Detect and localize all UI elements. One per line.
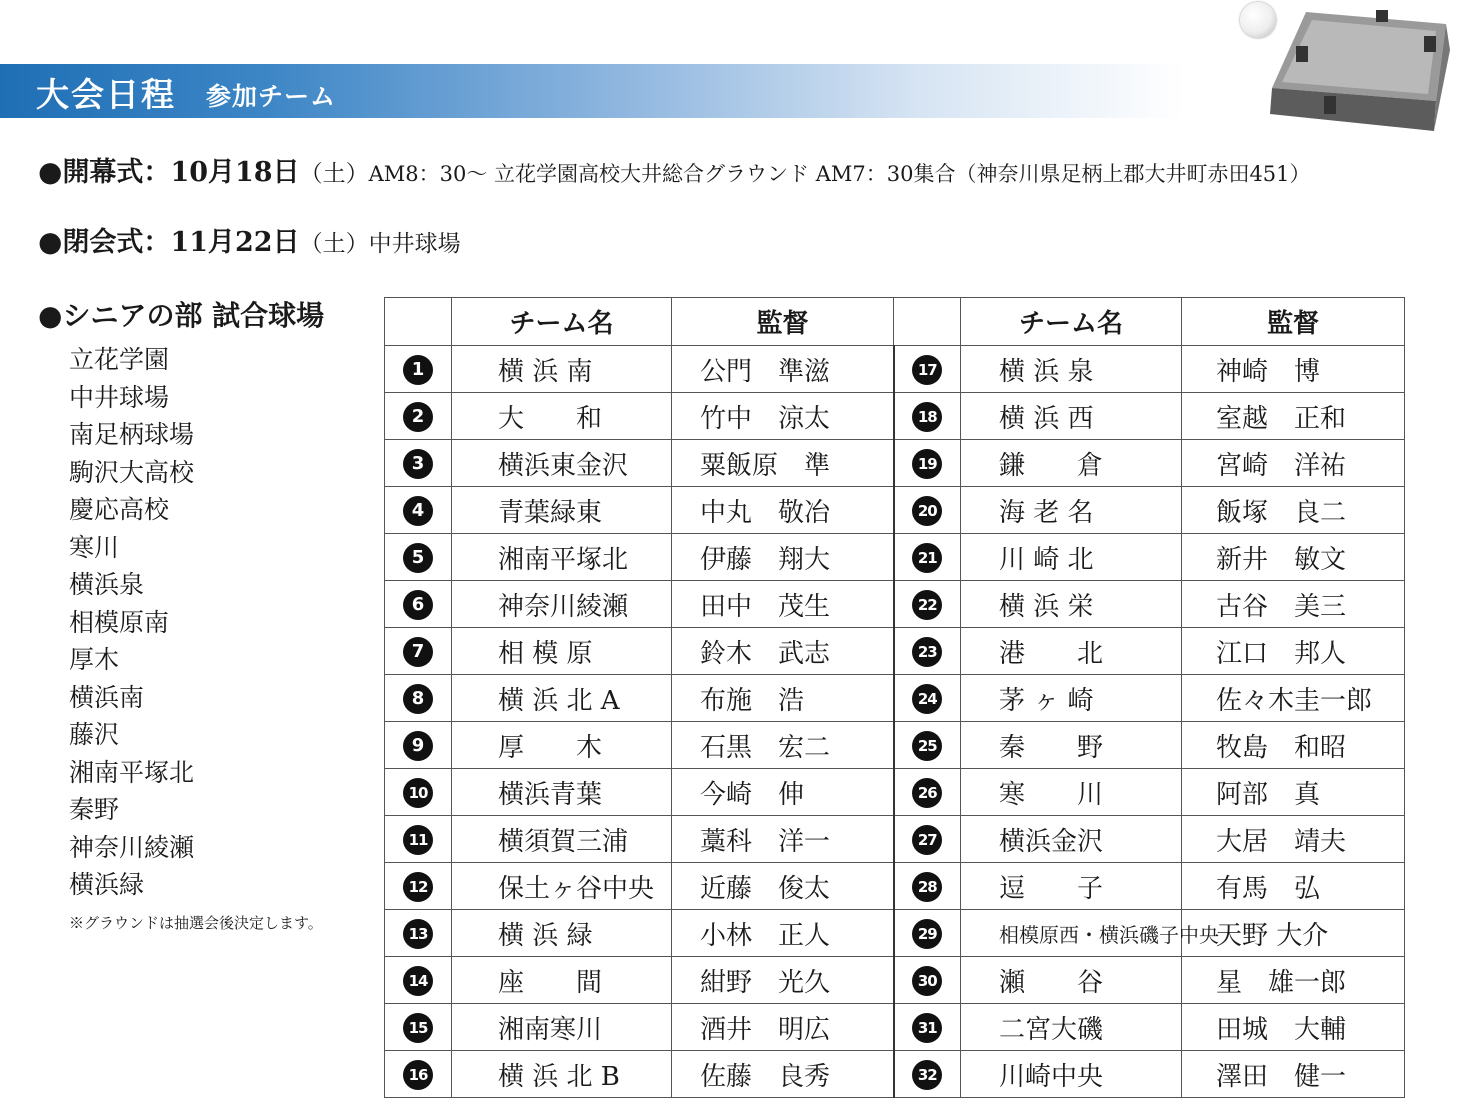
number-badge: 29 — [912, 919, 942, 949]
coach-cell: 紺野 光久 — [672, 957, 894, 1004]
closing-label: 閉会式： — [62, 227, 171, 258]
number-badge: 4 — [403, 496, 433, 526]
coach-cell: 澤田 健一 — [1182, 1051, 1405, 1098]
team-cell: 横浜青葉 — [452, 769, 672, 816]
number-cell — [894, 628, 961, 675]
table-row — [385, 440, 1405, 487]
team-cell: 湘南寒川 — [452, 1004, 672, 1051]
coach-cell: 小林 正人 — [672, 910, 894, 957]
team-cell: 厚 木 — [452, 722, 672, 769]
page-title: 大会日程 — [36, 75, 176, 114]
teams-table — [384, 297, 1405, 1098]
number-badge: 16 — [403, 1060, 433, 1090]
number-badge: 11 — [403, 825, 433, 855]
team-cell: 神奈川綾瀬 — [452, 581, 672, 628]
number-cell — [894, 1051, 961, 1098]
coach-cell: 天野 大介 — [1182, 910, 1405, 957]
team-cell: 瀬 谷 — [961, 957, 1182, 1004]
table-row — [385, 628, 1405, 675]
number-cell — [385, 957, 452, 1004]
venue-item: 湘南平塚北 — [69, 757, 195, 787]
number-badge: 2 — [403, 402, 433, 432]
number-badge: 15 — [403, 1013, 433, 1043]
number-cell — [894, 346, 961, 393]
number-cell — [894, 957, 961, 1004]
number-cell — [894, 675, 961, 722]
table-row — [385, 675, 1405, 722]
coach-cell: 伊藤 翔大 — [672, 534, 894, 581]
number-cell — [894, 534, 961, 581]
team-cell: 横浜金沢 — [961, 816, 1182, 863]
number-badge: 14 — [403, 966, 433, 996]
venue-item: 駒沢大高校 — [69, 457, 195, 487]
closing-day: （土） — [299, 231, 369, 257]
venue-item: 中井球場 — [69, 382, 170, 412]
team-cell: 横 浜 緑 — [452, 910, 672, 957]
number-cell — [385, 393, 452, 440]
header-coach: 監督 — [672, 298, 894, 346]
venue-item: 寒川 — [69, 532, 120, 562]
team-cell: 寒 川 — [961, 769, 1182, 816]
number-cell — [894, 863, 961, 910]
base-bag-icon — [1266, 6, 1456, 144]
venue-item: 南足柄球場 — [69, 420, 195, 449]
number-cell — [894, 393, 961, 440]
number-badge: 6 — [403, 590, 433, 620]
team-cell: 保土ヶ谷中央 — [452, 863, 672, 910]
number-cell — [385, 534, 452, 581]
number-badge: 21 — [912, 543, 942, 573]
table-row — [385, 581, 1405, 628]
header-coach: 監督 — [1182, 298, 1405, 346]
number-cell — [894, 1004, 961, 1051]
venue-item: 神奈川綾瀬 — [69, 832, 195, 862]
table-row — [385, 722, 1405, 769]
team-cell: 大 和 — [452, 393, 672, 440]
header-empty-cell — [894, 298, 961, 346]
number-badge: 22 — [912, 590, 942, 620]
coach-cell: 佐々木圭一郎 — [1182, 675, 1405, 722]
team-cell: 横 浜 南 — [452, 346, 672, 393]
coach-cell: 今崎 伸 — [672, 769, 894, 816]
team-cell: 川崎中央 — [961, 1051, 1182, 1098]
number-badge: 28 — [912, 872, 942, 902]
coach-cell: 大居 靖夫 — [1182, 816, 1405, 863]
number-cell — [385, 346, 452, 393]
number-cell — [894, 581, 961, 628]
bullet-icon: ● — [38, 299, 63, 332]
coach-cell: 粟飯原 準 — [672, 440, 894, 487]
opening-date: 10月18日 — [170, 157, 300, 188]
coach-cell: 公門 準滋 — [672, 346, 894, 393]
table-header-row — [385, 298, 1405, 346]
number-badge: 9 — [403, 731, 433, 761]
number-cell — [385, 675, 452, 722]
number-badge: 5 — [403, 543, 433, 573]
number-badge: 31 — [912, 1013, 942, 1043]
header-team: チーム名 — [961, 298, 1182, 346]
venue-item: 横浜緑 — [69, 870, 145, 899]
team-cell: 横須賀三浦 — [452, 816, 672, 863]
team-cell: 相模原西・横浜磯子中央 — [961, 910, 1182, 957]
coach-cell: 石黒 宏二 — [672, 722, 894, 769]
number-badge: 20 — [912, 496, 942, 526]
coach-cell: 近藤 俊太 — [672, 863, 894, 910]
venue-note: ※グラウンドは抽選会後決定します。 — [69, 914, 323, 932]
team-cell: 川 崎 北 — [961, 534, 1182, 581]
venue-list — [69, 341, 194, 904]
table-row — [385, 534, 1405, 581]
number-cell — [385, 1004, 452, 1051]
number-cell — [385, 1051, 452, 1098]
number-cell — [894, 440, 961, 487]
number-badge: 8 — [403, 684, 433, 714]
closing-detail: 中井球場 — [368, 231, 461, 257]
team-cell: 逗 子 — [961, 863, 1182, 910]
venue-item: 藤沢 — [69, 720, 120, 749]
coach-cell: 有馬 弘 — [1182, 863, 1405, 910]
closing-date: 11月22日 — [170, 227, 300, 258]
team-cell: 横 浜 西 — [961, 393, 1182, 440]
number-cell — [385, 722, 452, 769]
number-badge: 25 — [912, 731, 942, 761]
coach-cell: 江口 邦人 — [1182, 628, 1405, 675]
number-badge: 13 — [403, 919, 433, 949]
number-cell — [385, 487, 452, 534]
number-cell — [385, 816, 452, 863]
coach-cell: 竹中 涼太 — [672, 393, 894, 440]
opening-label: 開幕式： — [62, 157, 171, 188]
bullet-icon: ● — [38, 155, 63, 188]
coach-cell: 田城 大輔 — [1182, 1004, 1405, 1051]
number-cell — [385, 628, 452, 675]
number-badge: 18 — [912, 402, 942, 432]
venue-item: 横浜泉 — [69, 570, 145, 599]
team-cell: 座 間 — [452, 957, 672, 1004]
team-cell: 秦 野 — [961, 722, 1182, 769]
team-cell: 横 浜 栄 — [961, 581, 1182, 628]
number-cell — [385, 769, 452, 816]
number-badge: 32 — [912, 1060, 942, 1090]
coach-cell: 酒井 明広 — [672, 1004, 894, 1051]
team-cell: 鎌 倉 — [961, 440, 1182, 487]
opening-day: （土） — [299, 161, 369, 187]
venue-item: 立花学園 — [69, 345, 170, 374]
number-cell — [894, 487, 961, 534]
number-cell — [894, 816, 961, 863]
team-cell: 港 北 — [961, 628, 1182, 675]
coach-cell: 阿部 真 — [1182, 769, 1405, 816]
table-row — [385, 1004, 1405, 1051]
table-row — [385, 863, 1405, 910]
number-badge: 23 — [912, 637, 942, 667]
coach-cell: 古谷 美三 — [1182, 581, 1405, 628]
team-cell: 横浜東金沢 — [452, 440, 672, 487]
coach-cell: 室越 正和 — [1182, 393, 1405, 440]
coach-cell: 新井 敏文 — [1182, 534, 1405, 581]
coach-cell: 星 雄一郎 — [1182, 957, 1405, 1004]
number-badge: 17 — [912, 355, 942, 385]
number-cell — [894, 769, 961, 816]
team-cell: 横 浜 北 B — [452, 1051, 672, 1098]
bullet-icon: ● — [38, 225, 63, 258]
number-cell — [894, 722, 961, 769]
coach-cell: 中丸 敬冶 — [672, 487, 894, 534]
number-cell — [385, 910, 452, 957]
table-row — [385, 816, 1405, 863]
number-cell — [385, 581, 452, 628]
coach-cell: 宮崎 洋祐 — [1182, 440, 1405, 487]
coach-cell: 神崎 博 — [1182, 346, 1405, 393]
coach-cell: 牧島 和昭 — [1182, 722, 1405, 769]
venue-item: 相模原南 — [69, 607, 170, 637]
number-badge: 24 — [912, 684, 942, 714]
header-team: チーム名 — [452, 298, 672, 346]
team-cell: 横 浜 泉 — [961, 346, 1182, 393]
coach-cell: 田中 茂生 — [672, 581, 894, 628]
opening-ceremony — [38, 150, 1311, 189]
number-badge: 26 — [912, 778, 942, 808]
table-row — [385, 910, 1405, 957]
table-row — [385, 487, 1405, 534]
venue-item: 厚木 — [69, 645, 120, 674]
header-empty-cell — [385, 298, 452, 346]
closing-ceremony — [38, 220, 461, 259]
team-cell: 二宮大磯 — [961, 1004, 1182, 1051]
number-cell — [385, 863, 452, 910]
table-row — [385, 1051, 1405, 1098]
coach-cell: 鈴木 武志 — [672, 628, 894, 675]
coach-cell: 布施 浩 — [672, 675, 894, 722]
venue-item: 慶応高校 — [69, 495, 170, 524]
venue-item: 横浜南 — [69, 682, 145, 712]
header-banner — [0, 64, 1480, 118]
number-badge: 3 — [403, 449, 433, 479]
venues-heading — [38, 294, 324, 334]
team-cell: 相 模 原 — [452, 628, 672, 675]
team-cell: 茅 ヶ 崎 — [961, 675, 1182, 722]
team-cell: 横 浜 北 A — [452, 675, 672, 722]
team-cell: 海 老 名 — [961, 487, 1182, 534]
venue-item: 秦野 — [69, 795, 120, 824]
number-badge: 10 — [403, 778, 433, 808]
number-cell — [894, 910, 961, 957]
number-cell — [385, 440, 452, 487]
number-badge: 19 — [912, 449, 942, 479]
page-subtitle: 参加チーム — [206, 82, 337, 111]
table-row — [385, 769, 1405, 816]
team-cell: 青葉緑東 — [452, 487, 672, 534]
table-row — [385, 393, 1405, 440]
team-cell: 湘南平塚北 — [452, 534, 672, 581]
number-badge: 1 — [403, 355, 433, 385]
number-badge: 27 — [912, 825, 942, 855]
table-row — [385, 346, 1405, 393]
opening-detail: AM8：30～ 立花学園高校大井総合グラウンド AM7：30集合（神奈川県足柄上郡大井町赤田451） — [368, 162, 1311, 186]
number-badge: 12 — [403, 872, 433, 902]
number-badge: 30 — [912, 966, 942, 996]
venues-title: シニアの部 試合球場 — [62, 299, 325, 332]
table-row — [385, 957, 1405, 1004]
coach-cell: 飯塚 良二 — [1182, 487, 1405, 534]
coach-cell: 佐藤 良秀 — [672, 1051, 894, 1098]
number-badge: 7 — [403, 637, 433, 667]
coach-cell: 藁科 洋一 — [672, 816, 894, 863]
